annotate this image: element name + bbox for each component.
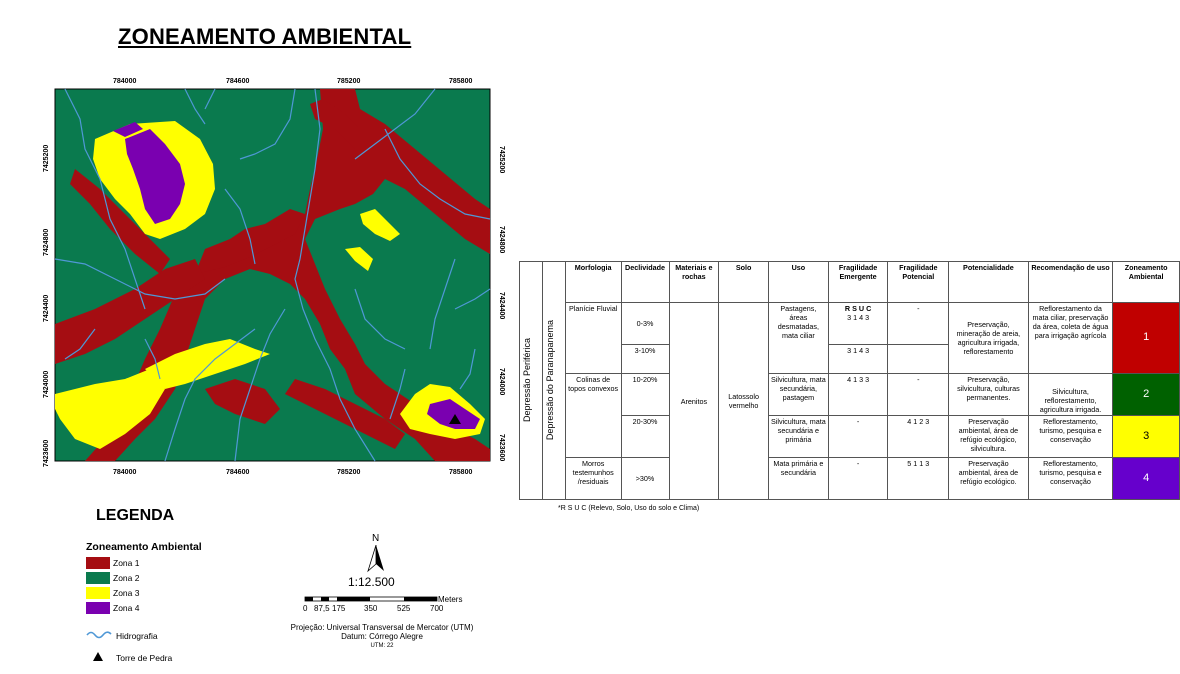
x-tick-bottom: 784600 [226,469,250,476]
y-tick-left: 7424800 [43,228,50,256]
table-cell: Preservação ambiental, área de refúgio ecológico. [949,458,1029,500]
scale-unit: Meters [438,595,463,604]
north-label: N [372,533,380,544]
legend-swatch-zona4 [86,602,110,614]
table-cell: 3 1 4 3 [828,345,888,374]
y-tick-right: 7425200 [498,146,505,174]
table-cell: - [828,458,888,500]
legend-swatch-zona2 [86,572,110,584]
table-cell: Silvicultura, reflorestamento, agricultura irrigada. [1028,374,1113,416]
table-cell: R S U C 3 1 4 3 [828,303,888,345]
y-tick-left: 7424400 [43,294,50,322]
legend-subtitle: Zoneamento Ambiental [86,541,202,553]
zone-cell-3: 3 [1113,416,1180,458]
y-tick-left: 7424000 [43,370,50,398]
zoning-table [519,261,1180,500]
scale-ratio: 1:12.500 [348,575,395,589]
zone-cell-2: 2 [1113,374,1180,416]
table-cell: 0-3% [621,303,669,345]
table-header: Materiais e rochas [669,262,719,303]
legend-title: LEGENDA [96,507,175,524]
table-cell: Latossolo vermelho [719,303,769,500]
y-tick-right: 7424400 [498,292,505,320]
projection-text: Projeção: Universal Transversal de Mercator (UTM) [290,623,474,632]
torre-legend-icon [93,652,105,662]
table-cell: 4 1 3 3 [828,374,888,416]
table-cell: 20-30% [621,416,669,458]
y-tick-right: 7424000 [498,368,505,396]
datum-text: Datum: Córrego Alegre [341,632,423,641]
north-arrow-icon [366,545,386,573]
table-cell: Preservação ambiental, área de refúgio ecológico, silvicultura. [949,416,1029,458]
table-cell: Reflorestamento da mata ciliar, preservação da área, coleta de água para irrigação agrícola [1028,303,1113,374]
scale-label: 175 [332,604,346,613]
scale-label: 87,5 [314,604,330,613]
zone-cell-4: 4 [1113,458,1180,500]
table-cell: Preservação, mineração de areia, agricultura irrigada, reflorestamento [949,303,1029,374]
utm-zone-text: UTM: 22 [370,643,394,649]
table-footnote: *R S U C (Relevo, Solo, Uso do solo e Clima) [558,505,700,512]
x-tick-top: 785200 [337,78,361,85]
table-cell: Pastagens, áreas desmatadas, mata ciliar [769,303,829,374]
legend-label-hydrography: Hidrografia [116,631,158,641]
legend-swatch-zona3 [86,587,110,599]
table-cell: 3-10% [621,345,669,374]
x-tick-top: 784000 [113,78,137,85]
scale-label: 0 [303,604,308,613]
legend-label-zona2: Zona 2 [113,573,140,583]
legend-label-zona3: Zona 3 [113,588,140,598]
table-cell: 10-20% [621,374,669,416]
x-tick-bottom: 785800 [449,469,473,476]
table-cell: - [888,303,949,345]
table-header: Zoneamento Ambiental [1113,262,1180,303]
x-tick-top: 785800 [449,78,473,85]
table-header: Fragilidade Emergente [828,262,888,303]
table-cell: Colinas de topos convexos [565,374,621,458]
table-cell: 4 1 2 3 [888,416,949,458]
table-cell: - [888,374,949,416]
y-tick-right: 7423600 [498,434,505,462]
table-header: Solo [719,262,769,303]
scale-label: 350 [364,604,378,613]
table-cell: Morros testemunhos /residuais [565,458,621,500]
y-tick-right: 7424800 [498,226,505,254]
x-tick-bottom: 785200 [337,469,361,476]
zone-cell-1: 1 [1113,303,1180,374]
zoning-map [0,60,520,480]
table-cell: Planície Fluvial [565,303,621,374]
scale-label: 525 [397,604,411,613]
table-cell [888,345,949,374]
table-cell: Reflorestamento, turismo, pesquisa e conservação [1028,416,1113,458]
table-header: Declividade [621,262,669,303]
table-cell: Silvicultura, mata secundária, pastagem [769,374,829,416]
table-header: Fragilidade Potencial [888,262,949,303]
table-side-label: Depressão do Paranapanema [542,262,565,500]
table-cell: >30% [621,458,669,500]
scale-label: 700 [430,604,444,613]
table-cell: Reflorestamento, turismo, pesquisa e conservação [1028,458,1113,500]
table-cell: Mata primária e secundária [769,458,829,500]
page-title: ZONEAMENTO AMBIENTAL [118,24,412,49]
table-header: Potencialidade [949,262,1029,303]
table-cell: Preservação, silvicultura, culturas permanentes. [949,374,1029,416]
legend-label-zona1: Zona 1 [113,558,140,568]
legend-label-torre: Torre de Pedra [116,653,173,663]
table-cell: Silvicultura, mata secundária e primária [769,416,829,458]
table-header: Recomendação de uso [1028,262,1113,303]
legend-swatch-zona1 [86,557,110,569]
table-cell: - [828,416,888,458]
y-tick-left: 7423600 [43,439,50,467]
table-cell: 5 1 1 3 [888,458,949,500]
legend-label-zona4: Zona 4 [113,603,140,613]
table-header: Uso [769,262,829,303]
table-header: Morfologia [565,262,621,303]
y-tick-left: 7425200 [43,144,50,172]
table-side-label: Depressão Periférica [520,262,543,500]
table-cell: Arenitos [669,303,719,500]
x-tick-bottom: 784000 [113,469,137,476]
x-tick-top: 784600 [226,78,250,85]
hydrography-legend-icon [86,628,112,640]
